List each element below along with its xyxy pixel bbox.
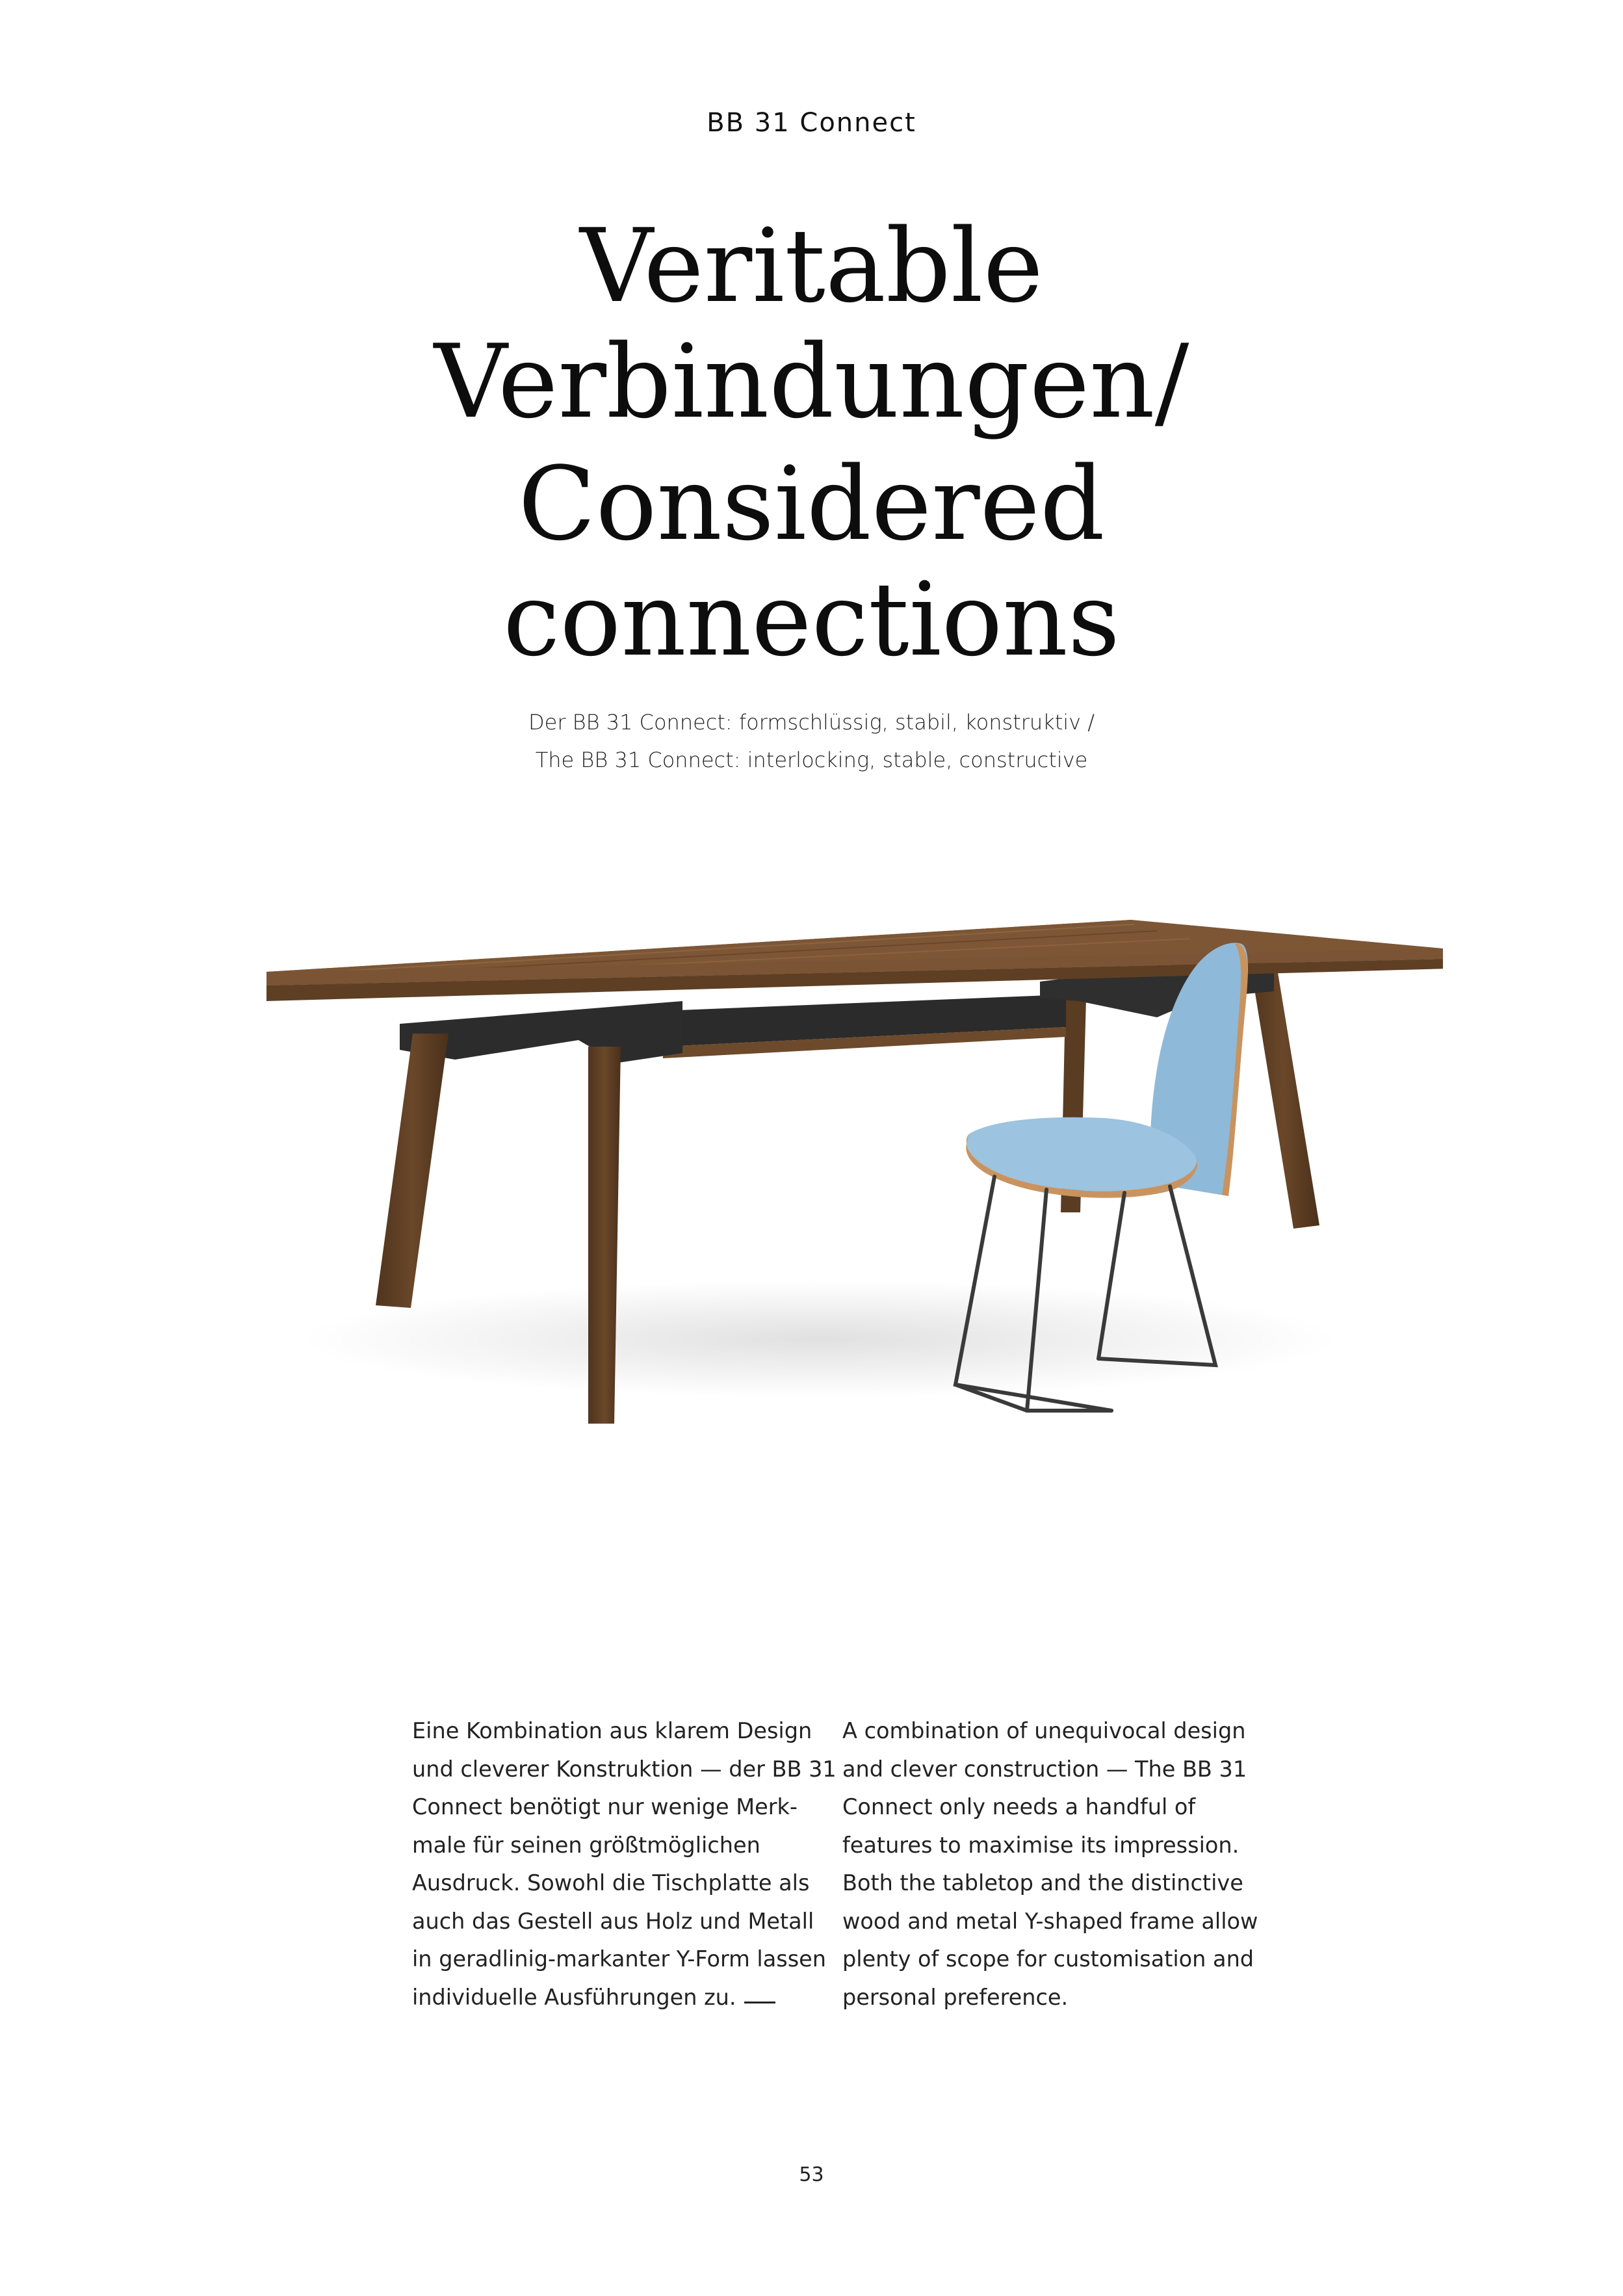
page-headline <box>0 208 1623 677</box>
headline-line-2: Verbindungen/ <box>434 322 1189 441</box>
body-de-line: Eine Kombination aus klarem Design <box>412 1718 812 1743</box>
body-text-german <box>412 1712 837 2016</box>
body-en-line: wood and metal Y-shaped frame allow <box>842 1908 1258 1934</box>
body-de-last-text: individuelle Ausführungen zu. <box>412 1984 736 2010</box>
body-de-line-last <box>412 1979 828 2017</box>
body-text-english <box>842 1712 1258 2016</box>
end-mark <box>744 2002 775 2003</box>
body-de-line: in geradlinig-markanter Y-Form lassen <box>412 1946 827 1972</box>
headline-line-3: Considered <box>518 445 1105 563</box>
body-en-line: Both the tabletop and the distinctive <box>842 1870 1243 1896</box>
body-de-line: Connect benötigt nur wenige Merk- <box>412 1794 798 1820</box>
body-en-line: plenty of scope for customisation and <box>842 1946 1254 1972</box>
body-en-line: and clever construction — The BB 31 <box>842 1756 1247 1782</box>
headline-line-4: connections <box>503 560 1120 679</box>
subline <box>0 703 1623 779</box>
product-photo-table-and-chair <box>260 871 1443 1424</box>
body-de-line: male für seinen größtmöglichen <box>412 1832 760 1858</box>
body-de-line: Ausdruck. Sowohl die Tischplatte als <box>412 1870 810 1896</box>
body-de-line: auch das Gestell aus Holz und Metall <box>412 1908 814 1934</box>
headline-line-1: Veritable <box>580 207 1043 325</box>
body-en-line: features to maximise its impression. <box>842 1832 1240 1858</box>
page-number: 53 <box>799 2163 824 2186</box>
body-en-line: personal preference. <box>842 1984 1069 2010</box>
body-en-line: A combination of unequivocal design <box>842 1718 1246 1743</box>
body-en-line: Connect only needs a handful of <box>842 1794 1196 1820</box>
body-de-line: und cleverer Konstruktion — der BB 31 <box>412 1756 837 1782</box>
subline-en: The BB 31 Connect: interlocking, stable, constructive <box>535 748 1088 772</box>
running-head: BB 31 Connect <box>707 108 916 138</box>
subline-de: Der BB 31 Connect: formschlüssig, stabil, konstruktiv / <box>528 710 1095 735</box>
